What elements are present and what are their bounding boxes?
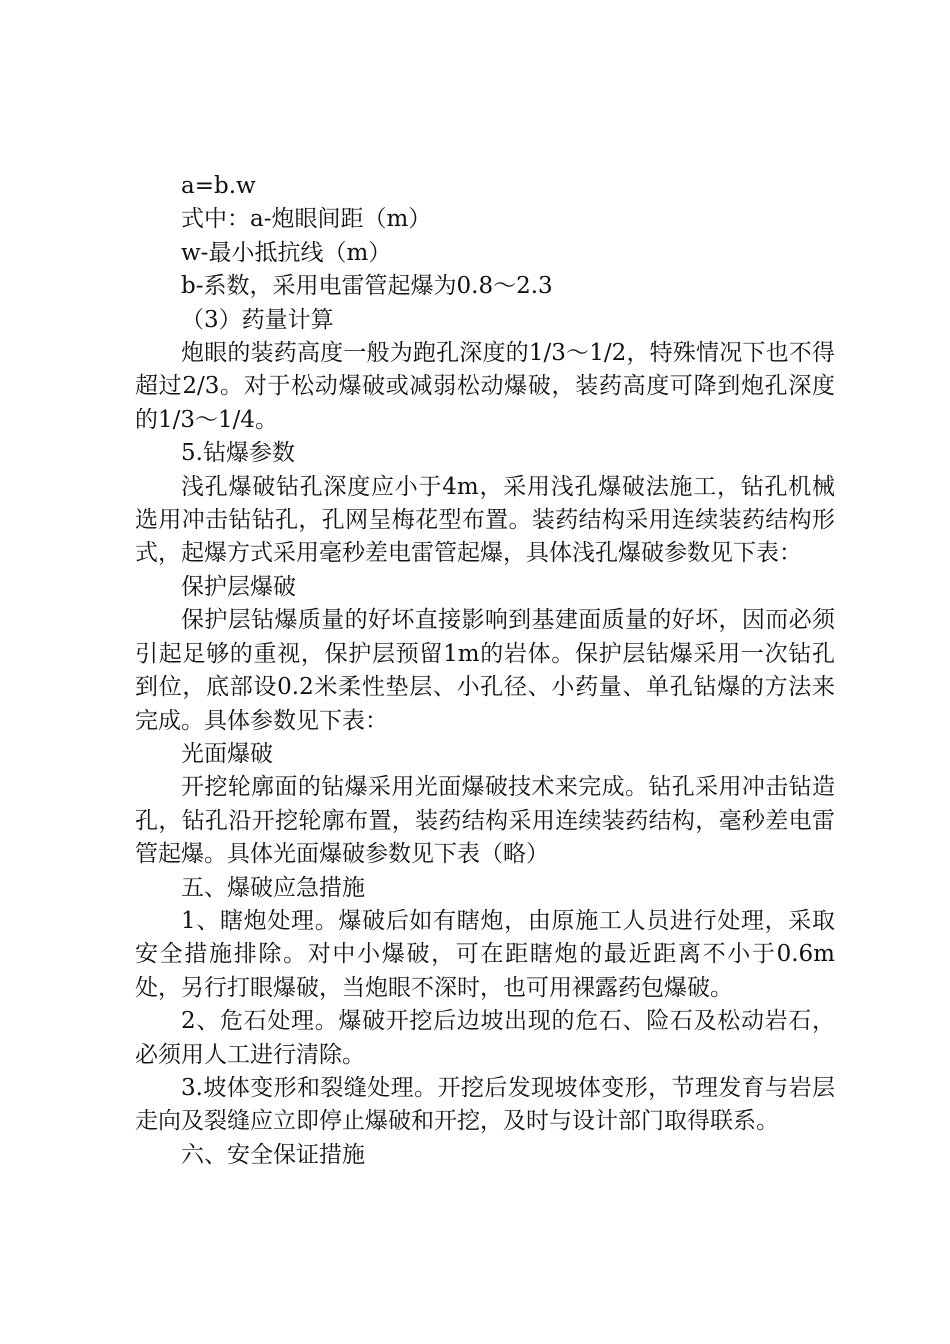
formula-legend-w: w-最小抵抗线（m）	[181, 239, 392, 266]
formula-legend-a: 式中：a-炮眼间距（m）	[181, 206, 432, 233]
paragraph-charge-height: 炮眼的装药高度一般为跑孔深度的1/3～1/2，特殊情况下也不得超过2/3。对于松动爆破或减弱松动爆破，装药高度可降到炮孔深度的1/3～1/4。	[135, 340, 835, 433]
formula-line: a=b.w	[181, 173, 256, 199]
paragraph-slope-deformation-handling: 3.坡体变形和裂缝处理。开挖后发现坡体变形，节理发育与岩层走向及裂缝应立即停止爆破和开挖，及时与设计部门取得联系。	[135, 1074, 835, 1135]
section-heading-safety-measures: 六、安全保证措施	[181, 1141, 365, 1168]
paragraph-dangerous-rock-handling: 2、危石处理。爆破开挖后边坡出现的危石、险石及松动岩石，必须用人工进行清除。	[135, 1008, 835, 1068]
formula-legend-b: b-系数，采用电雷管起爆为0.8～2.3	[181, 273, 553, 300]
section-heading-smooth-blasting: 光面爆破	[181, 740, 273, 767]
paragraph-misfire-handling: 1、瞎炮处理。爆破后如有瞎炮，由原施工人员进行处理，采取安全措施排除。对中小爆破，可在距瞎炮的最近距离不小于0.6m处，另行打眼爆破，当炮眼不深时，也可用裸露药包爆破。	[135, 907, 835, 1001]
paragraph-shallow-hole-blasting: 浅孔爆破钻孔深度应小于4m，采用浅孔爆破法施工，钻孔机械选用冲击钻钻孔，孔网呈梅花型布置。装药结构采用连续装药结构形式，起爆方式采用毫秒差电雷管起爆，具体浅孔爆破参数见下表：	[135, 473, 835, 567]
section-heading-charge-calculation: （3）药量计算	[181, 306, 334, 333]
section-heading-protective-layer: 保护层爆破	[181, 573, 296, 600]
paragraph-protective-layer: 保护层钻爆质量的好坏直接影响到基建面质量的好坏，因而必须引起足够的重视，保护层预留1m的岩体。保护层钻爆采用一次钻孔到位，底部设0.2米柔性垫层、小孔径、小药量、单孔钻爆的方法来完成。具体参数见下表：	[135, 607, 835, 734]
paragraph-smooth-blasting: 开挖轮廓面的钻爆采用光面爆破技术来完成。钻孔采用冲击钻造孔，钻孔沿开挖轮廓布置，装药结构采用连续装药结构，毫秒差电雷管起爆。具体光面爆破参数见下表（略）	[135, 774, 835, 868]
section-heading-emergency-measures: 五、爆破应急措施	[181, 874, 365, 901]
section-heading-drilling-parameters: 5.钻爆参数	[181, 440, 295, 467]
document-body	[135, 170, 835, 1172]
